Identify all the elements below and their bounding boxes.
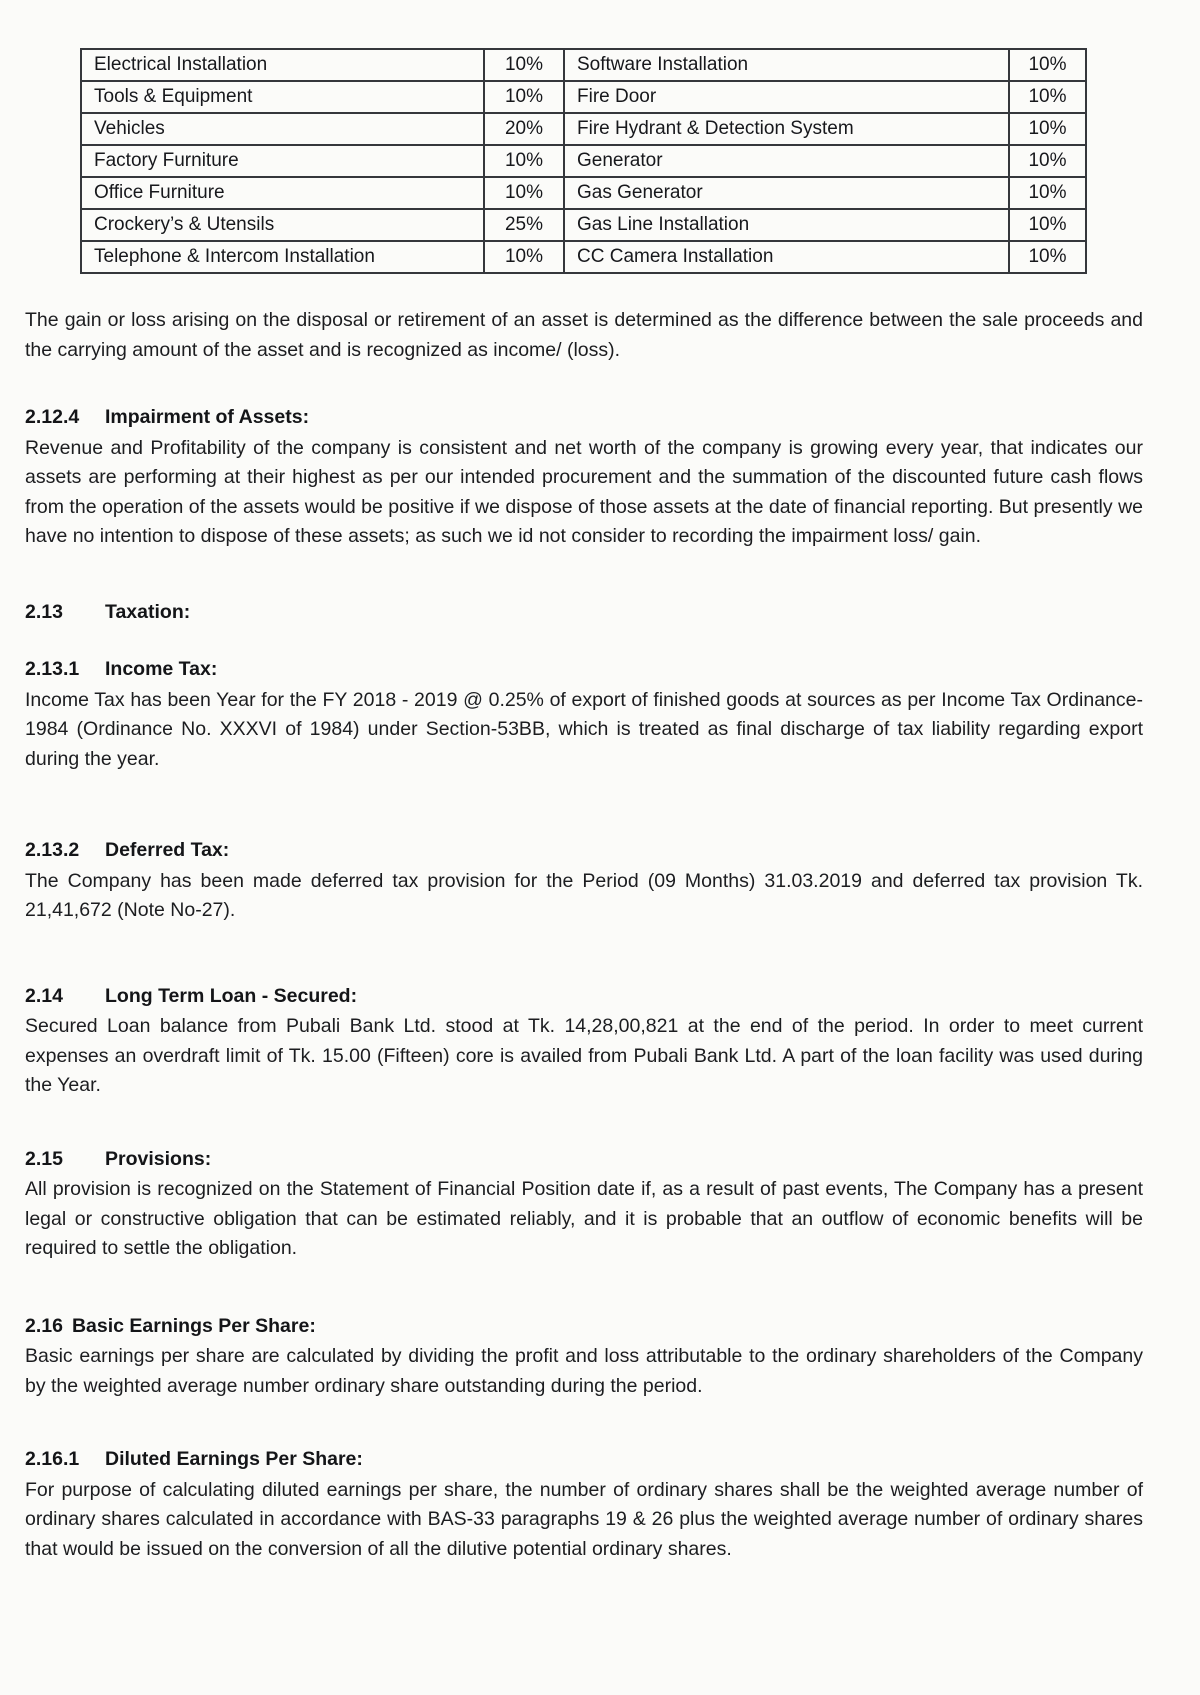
section-basic-eps <box>25 1312 1143 1402</box>
section-heading <box>25 982 1143 1012</box>
asset-name-cell: CC Camera Installation <box>564 241 1009 273</box>
rate-cell: 25% <box>484 209 564 241</box>
table-row <box>81 145 1086 177</box>
asset-name-cell: Vehicles <box>81 113 484 145</box>
section-heading <box>25 1445 1143 1475</box>
section-body: All provision is recognized on the Statement of Financial Position date if, as a result of past events, The Company has a present legal or constructive obligation that can be estimated reliably, and it is probable that an outflow of economic benefits will be required to settle the obligation. <box>25 1178 1143 1259</box>
section-number: 2.16.1 <box>25 1448 80 1470</box>
rate-cell: 10% <box>1009 209 1086 241</box>
asset-name-cell: Software Installation <box>564 49 1009 81</box>
table-row <box>81 81 1086 113</box>
section-title: Provisions: <box>105 1147 212 1170</box>
section-number: 2.12.4 <box>25 406 80 428</box>
rate-cell: 10% <box>1009 145 1086 177</box>
section-long-term-loan <box>25 982 1143 1101</box>
section-number: 2.13 <box>25 600 63 623</box>
rate-cell: 10% <box>1009 49 1086 81</box>
asset-name-cell: Factory Furniture <box>81 145 484 177</box>
section-body: Revenue and Profitability of the company is consistent and net worth of the company is growing every year, that indicates our assets are performing at their highest as per our intended procurement and the summation of the discounted future cash flows from the operation of the assets would be positive if we dispose of those assets at the date of financial reporting. But presently we have no intention to dispose of these assets; as such we id not consider to recording the impairment loss/ gain. <box>25 436 1143 547</box>
section-income-tax <box>25 655 1143 774</box>
section-impairment-of-assets <box>25 403 1143 552</box>
asset-name-cell: Telephone & Intercom Installation <box>81 241 484 273</box>
rate-cell: 10% <box>484 81 564 113</box>
asset-name-cell: Fire Door <box>564 81 1009 113</box>
rate-cell: 10% <box>1009 177 1086 209</box>
section-heading <box>25 836 1143 866</box>
rate-cell: 10% <box>484 241 564 273</box>
rate-cell: 20% <box>484 113 564 145</box>
rate-cell: 10% <box>484 49 564 81</box>
section-number: 2.13.1 <box>25 658 80 680</box>
section-body: Income Tax has been Year for the FY 2018 - 2019 @ 0.25% of export of finished goods at sources as per Income Tax Ordinance-1984 (Ordinance No. XXXVI of 1984) under Section-53BB, which is treated as final discharge of tax liability regarding export during the year. <box>25 688 1143 770</box>
section-provisions <box>25 1145 1143 1264</box>
table-row <box>81 49 1086 81</box>
section-taxation <box>25 598 1143 628</box>
asset-name-cell: Electrical Installation <box>81 49 484 81</box>
asset-name-cell: Crockery’s & Utensils <box>81 209 484 241</box>
depreciation-rate-table <box>80 48 1087 274</box>
asset-name-cell: Generator <box>564 145 1009 177</box>
section-title: Impairment of Assets: <box>105 406 310 428</box>
section-number: 2.14 <box>25 984 63 1007</box>
section-title: Basic Earnings Per Share: <box>71 1314 316 1337</box>
section-title: Taxation: <box>105 600 191 623</box>
table-row <box>81 113 1086 145</box>
section-body: For purpose of calculating diluted earnings per share, the number of ordinary shares shall be the weighted average number of ordinary shares calculated in accordance with BAS-33 paragraphs 19 & 26 plus the weighted average number of ordinary shares that would be issued on the conversion of all the dilutive potential ordinary shares. <box>25 1478 1143 1560</box>
section-heading <box>25 1145 1143 1175</box>
section-heading <box>25 1312 1143 1342</box>
rate-cell: 10% <box>1009 81 1086 113</box>
asset-name-cell: Gas Generator <box>564 177 1009 209</box>
section-title: Deferred Tax: <box>105 839 230 861</box>
table-row <box>81 209 1086 241</box>
asset-name-cell: Gas Line Installation <box>564 209 1009 241</box>
section-diluted-eps <box>25 1445 1143 1564</box>
section-deferred-tax <box>25 836 1143 926</box>
asset-name-cell: Office Furniture <box>81 177 484 209</box>
table-row <box>81 241 1086 273</box>
section-body: Basic earnings per share are calculated by dividing the profit and loss attributable to the ordinary shareholders of the Company by the weighted average number ordinary share outstanding during the period. <box>25 1345 1143 1397</box>
rate-cell: 10% <box>484 145 564 177</box>
asset-name-cell: Tools & Equipment <box>81 81 484 113</box>
section-heading <box>25 598 1143 628</box>
section-number: 2.15 <box>25 1147 63 1170</box>
rate-cell: 10% <box>1009 241 1086 273</box>
section-title: Diluted Earnings Per Share: <box>105 1448 363 1470</box>
rate-cell: 10% <box>1009 113 1086 145</box>
section-number: 2.13.2 <box>25 839 80 861</box>
section-title: Long Term Loan - Secured: <box>105 984 358 1007</box>
section-number: 2.16 <box>25 1314 63 1337</box>
asset-name-cell: Fire Hydrant & Detection System <box>564 113 1009 145</box>
section-body: Secured Loan balance from Pubali Bank Ltd. stood at Tk. 14,28,00,821 at the end of the period. In order to meet current expenses an overdraft limit of Tk. 15.00 (Fifteen) core is availed from Pubali Bank Ltd. A part of the loan facility was used during the Year. <box>25 1015 1143 1096</box>
table-row <box>81 177 1086 209</box>
section-body: The Company has been made deferred tax provision for the Period (09 Months) 31.03.2019 and deferred tax provision Tk. 21,41,672 (Note No-27). <box>25 869 1143 921</box>
section-title: Income Tax: <box>105 658 218 680</box>
section-heading <box>25 403 1143 433</box>
rate-cell: 10% <box>484 177 564 209</box>
section-heading <box>25 655 1143 685</box>
disposal-gain-paragraph: The gain or loss arising on the disposal or retirement of an asset is determined as the difference between the sale proceeds and the carrying amount of the asset and is recognized as income/ (loss). <box>25 309 1143 361</box>
